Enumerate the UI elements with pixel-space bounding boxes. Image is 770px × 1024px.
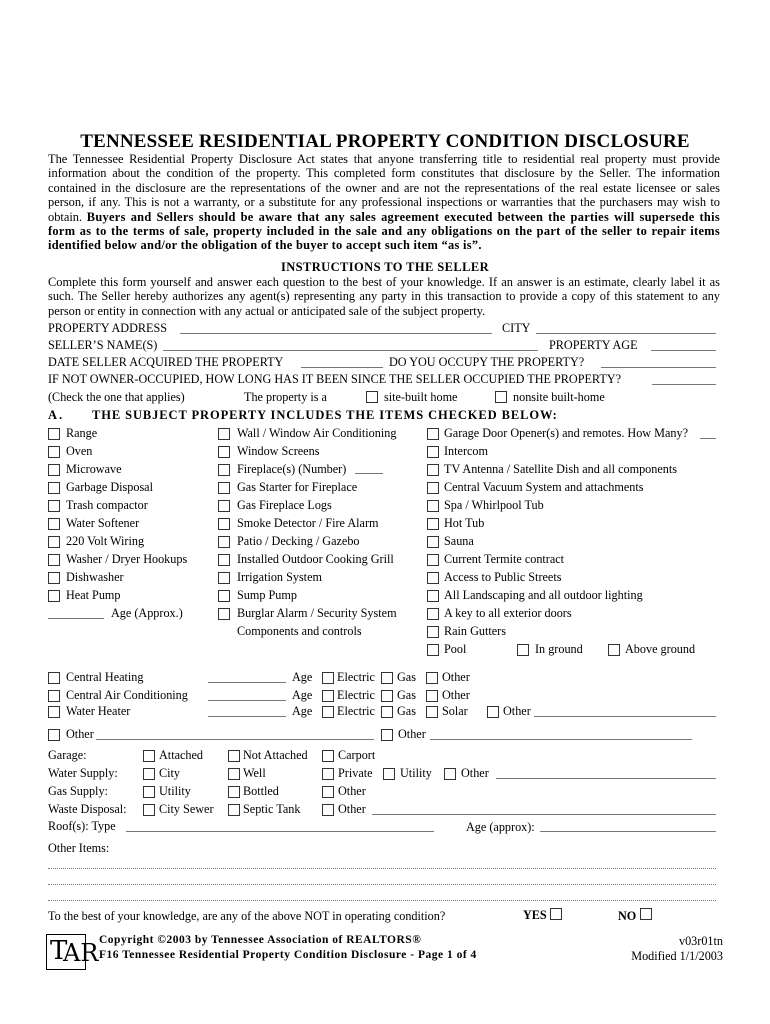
smoke-detector-checkbox[interactable] (218, 518, 230, 530)
burglar-alarm-checkbox[interactable] (218, 608, 230, 620)
date-acquired-field[interactable] (301, 367, 383, 368)
irrigation-checkbox[interactable] (218, 572, 230, 584)
garbage-disposal-label: Garbage Disposal (66, 480, 153, 494)
tv-antenna-checkbox[interactable] (427, 464, 439, 476)
form-title: TENNESSEE RESIDENTIAL PROPERTY CONDITION DISCLOSURE (80, 131, 690, 152)
water-other-checkbox[interactable] (444, 768, 456, 780)
other-items-label: Other Items: (48, 841, 110, 855)
central-ac-label: Central Air Conditioning (66, 688, 188, 702)
gas-utility-checkbox[interactable] (143, 786, 155, 798)
gas-other-label: Other (338, 784, 366, 798)
fireplace-label: Fireplace(s) (Number) (237, 462, 347, 476)
site-built-checkbox[interactable] (366, 391, 378, 403)
footer-modified: Modified 1/1/2003 (631, 949, 723, 963)
nonsite-built-checkbox[interactable] (495, 391, 507, 403)
other-1-label: Other (66, 727, 94, 741)
ac-gas-checkbox[interactable] (381, 690, 393, 702)
water-utility-checkbox[interactable] (383, 768, 395, 780)
hot-tub-label: Hot Tub (444, 516, 485, 530)
garage-not-attached-checkbox[interactable] (228, 750, 240, 762)
other-1-field[interactable] (96, 739, 374, 740)
roof-type-field[interactable] (126, 831, 434, 832)
no-label: NO (618, 909, 637, 923)
date-acquired-label: DATE SELLER ACQUIRED THE PROPERTY (48, 355, 284, 369)
garage-opener-count-field[interactable] (700, 438, 716, 439)
central-heating-age-label: Age (292, 670, 313, 684)
microwave-checkbox[interactable] (48, 464, 60, 476)
rain-gutters-label: Rain Gutters (444, 624, 506, 638)
heating-other-checkbox[interactable] (426, 672, 438, 684)
burglar-alarm-label: Burglar Alarm / Security System (237, 606, 397, 620)
instructions-paragraph: Complete this form yourself and answer each question to the best of your knowledge. If an answer is an estimate, clearly label it as such. The Seller hereby authorizes any agent(s) representing any party in this transaction to provide a copy of this statement to any person or entity in connection with any actual or anticipated sale of the subject property. (48, 275, 720, 318)
waste-septic-checkbox[interactable] (228, 804, 240, 816)
wh-other-field[interactable] (534, 716, 716, 717)
occupy-label: DO YOU OCCUPY THE PROPERTY? (389, 355, 585, 369)
wh-electric-label: Electric (337, 704, 375, 718)
smoke-detector-label: Smoke Detector / Fire Alarm (237, 516, 379, 530)
water-heater-age-label: Age (292, 704, 313, 718)
wh-other-checkbox[interactable] (487, 706, 499, 718)
other-2-checkbox[interactable] (381, 729, 393, 741)
property-address-field[interactable] (180, 333, 492, 334)
sauna-label: Sauna (444, 534, 474, 548)
sellers-names-label: SELLER’S NAME(S) (48, 338, 158, 352)
hot-tub-checkbox[interactable] (427, 518, 439, 530)
washer-dryer-label: Washer / Dryer Hookups (66, 552, 188, 566)
fireplace-number-field[interactable] (355, 473, 383, 474)
water-softener-checkbox[interactable] (48, 518, 60, 530)
window-screens-label: Window Screens (237, 444, 320, 458)
sellers-names-field[interactable] (163, 350, 538, 351)
intro-text: The Tennessee Residential Property Disclosure Act states that anyone transferring title to residential real property must provide information about the condition of the property. This completed form constitutes that disclosure by the Seller. The information contained in the disclosure are the representations of the owner and are not the representations of the real estate licensee or sales person, if any. This is not a warranty, or a substitute for any professional inspections or warranties that the purchasers may wish to obtain. (48, 152, 720, 224)
other-2-field[interactable] (430, 739, 692, 740)
fireplace-checkbox[interactable] (218, 464, 230, 476)
property-address-label: PROPERTY ADDRESS (48, 321, 168, 335)
garbage-disposal-checkbox[interactable] (48, 482, 60, 494)
yes-checkbox[interactable] (550, 908, 562, 920)
sump-pump-checkbox[interactable] (218, 590, 230, 602)
footer-copyright: Copyright ©2003 by Tennessee Association of REALTORS® (99, 934, 422, 946)
central-vacuum-checkbox[interactable] (427, 482, 439, 494)
waste-sewer-label: City Sewer (159, 802, 214, 816)
components-label: Components and controls (237, 624, 362, 638)
heat-pump-age-label: Age (Approx.) (111, 606, 183, 620)
city-label: CITY (502, 321, 531, 335)
water-city-checkbox[interactable] (143, 768, 155, 780)
gas-supply-label: Gas Supply: (48, 784, 108, 798)
tar-logo (46, 934, 99, 970)
in-ground-checkbox[interactable] (517, 644, 529, 656)
spa-checkbox[interactable] (427, 500, 439, 512)
occupy-field[interactable] (601, 367, 716, 368)
section-a-letter: A. (48, 408, 65, 422)
wh-other-label: Other (503, 704, 531, 718)
ac-electric-label: Electric (337, 688, 375, 702)
garage-label: Garage: (48, 748, 87, 762)
site-built-label: site-built home (384, 390, 458, 404)
trash-compactor-label: Trash compactor (66, 498, 148, 512)
other-1-checkbox[interactable] (48, 729, 60, 741)
220-volt-label: 220 Volt Wiring (66, 534, 145, 548)
heat-pump-checkbox[interactable] (48, 590, 60, 602)
sauna-checkbox[interactable] (427, 536, 439, 548)
water-heater-checkbox[interactable] (48, 706, 60, 718)
yes-label: YES (523, 908, 547, 922)
pool-label: Pool (444, 642, 467, 656)
footer-form-id: F16 Tennessee Residential Property Condition Disclosure - Page 1 of 4 (99, 949, 477, 961)
wh-electric-checkbox[interactable] (322, 706, 334, 718)
washer-dryer-checkbox[interactable] (48, 554, 60, 566)
wh-gas-checkbox[interactable] (381, 706, 393, 718)
central-ac-age-field[interactable] (208, 700, 286, 701)
in-ground-label: In ground (535, 642, 583, 656)
wh-solar-label: Solar (442, 704, 468, 718)
heating-other-label: Other (442, 670, 470, 684)
water-private-checkbox[interactable] (322, 768, 334, 780)
termite-label: Current Termite contract (444, 552, 565, 566)
ac-other-label: Other (442, 688, 470, 702)
intercom-checkbox[interactable] (427, 446, 439, 458)
water-other-field[interactable] (496, 778, 716, 779)
water-supply-label: Water Supply: (48, 766, 118, 780)
landscaping-checkbox[interactable] (427, 590, 439, 602)
roof-type-label: Roof(s): Type (48, 819, 116, 833)
roof-age-field[interactable] (540, 831, 716, 832)
waste-other-label: Other (338, 802, 366, 816)
oven-checkbox[interactable] (48, 446, 60, 458)
check-one-label: (Check the one that applies) (48, 390, 185, 404)
operating-condition-question: To the best of your knowledge, are any of the above NOT in operating condition? (48, 909, 446, 923)
other-items-line-3[interactable] (48, 900, 716, 901)
heating-gas-checkbox[interactable] (381, 672, 393, 684)
other-2-label: Other (398, 727, 426, 741)
not-owner-occupied-label: IF NOT OWNER-OCCUPIED, HOW LONG HAS IT BEEN SINCE THE SELLER OCCUPIED THE PROPERTY? (48, 372, 621, 386)
above-ground-checkbox[interactable] (608, 644, 620, 656)
ac-electric-checkbox[interactable] (322, 690, 334, 702)
central-heating-checkbox[interactable] (48, 672, 60, 684)
gas-logs-label: Gas Fireplace Logs (237, 498, 332, 512)
grill-label: Installed Outdoor Cooking Grill (237, 552, 394, 566)
heating-electric-checkbox[interactable] (322, 672, 334, 684)
water-well-checkbox[interactable] (228, 768, 240, 780)
footer-version: v03r01tn (678, 934, 723, 948)
garage-not-attached-label: Not Attached (243, 748, 308, 762)
intro-paragraph (48, 152, 720, 253)
roof-age-label: Age (approx): (466, 820, 535, 834)
carport-label: Carport (338, 748, 376, 762)
irrigation-label: Irrigation System (237, 570, 322, 584)
range-checkbox[interactable] (48, 428, 60, 440)
instructions-heading: INSTRUCTIONS TO THE SELLER (280, 260, 490, 274)
wall-ac-label: Wall / Window Air Conditioning (237, 426, 397, 440)
termite-checkbox[interactable] (427, 554, 439, 566)
patio-label: Patio / Decking / Gazebo (237, 534, 360, 548)
gas-starter-checkbox[interactable] (218, 482, 230, 494)
above-ground-label: Above ground (625, 642, 696, 656)
logo-letter-t: T (50, 936, 68, 966)
water-other-label: Other (461, 766, 489, 780)
heating-electric-label: Electric (337, 670, 375, 684)
central-heating-label: Central Heating (66, 670, 144, 684)
ac-gas-label: Gas (397, 688, 416, 702)
exterior-key-label: A key to all exterior doors (444, 606, 572, 620)
gas-bottled-label: Bottled (243, 784, 279, 798)
wh-gas-label: Gas (397, 704, 416, 718)
wh-solar-checkbox[interactable] (426, 706, 438, 718)
exterior-key-checkbox[interactable] (427, 608, 439, 620)
city-field[interactable] (536, 333, 716, 334)
waste-sewer-checkbox[interactable] (143, 804, 155, 816)
rain-gutters-checkbox[interactable] (427, 626, 439, 638)
public-streets-label: Access to Public Streets (444, 570, 562, 584)
water-heater-label: Water Heater (66, 704, 131, 718)
garage-attached-label: Attached (159, 748, 203, 762)
water-softener-label: Water Softener (66, 516, 140, 530)
waste-other-field[interactable] (372, 814, 716, 815)
range-label: Range (66, 426, 98, 440)
nonsite-built-label: nonsite built-home (513, 390, 605, 404)
water-well-label: Well (243, 766, 266, 780)
landscaping-label: All Landscaping and all outdoor lighting (444, 588, 643, 602)
property-age-field[interactable] (651, 350, 716, 351)
carport-checkbox[interactable] (322, 750, 334, 762)
water-private-label: Private (338, 766, 373, 780)
garage-attached-checkbox[interactable] (143, 750, 155, 762)
wall-ac-checkbox[interactable] (218, 428, 230, 440)
microwave-label: Microwave (66, 462, 122, 476)
window-screens-checkbox[interactable] (218, 446, 230, 458)
220-volt-checkbox[interactable] (48, 536, 60, 548)
sump-pump-label: Sump Pump (237, 588, 297, 602)
ac-other-checkbox[interactable] (426, 690, 438, 702)
waste-disposal-label: Waste Disposal: (48, 802, 127, 816)
heat-pump-label: Heat Pump (66, 588, 121, 602)
oven-label: Oven (66, 444, 93, 458)
not-owner-occupied-field[interactable] (652, 384, 716, 385)
waste-septic-label: Septic Tank (243, 802, 301, 816)
central-heating-age-field[interactable] (208, 682, 286, 683)
central-ac-checkbox[interactable] (48, 690, 60, 702)
other-items-line-2[interactable] (48, 884, 716, 885)
gas-starter-label: Gas Starter for Fireplace (237, 480, 358, 494)
pool-checkbox[interactable] (427, 644, 439, 656)
grill-checkbox[interactable] (218, 554, 230, 566)
patio-checkbox[interactable] (218, 536, 230, 548)
spa-label: Spa / Whirlpool Tub (444, 498, 544, 512)
heating-gas-label: Gas (397, 670, 416, 684)
central-ac-age-label: Age (292, 688, 313, 702)
section-a-heading: THE SUBJECT PROPERTY INCLUDES THE ITEMS CHECKED BELOW: (92, 408, 558, 422)
gas-utility-label: Utility (159, 784, 191, 798)
garage-opener-label: Garage Door Opener(s) and remotes. How Many? (444, 426, 688, 440)
other-items-line-1[interactable] (48, 868, 716, 869)
intercom-label: Intercom (444, 444, 488, 458)
central-vacuum-label: Central Vacuum System and attachments (444, 480, 644, 494)
tv-antenna-label: TV Antenna / Satellite Dish and all components (444, 462, 677, 476)
intro-bold-text: Buyers and Sellers should be aware that any sales agreement executed between the parties will supersede this form as to the terms of sale, property included in the sale and any obligations on the part of the seller to repair items identified below and/or the obligation of the buyer to accept such item “as is”. (48, 209, 720, 253)
gas-other-checkbox[interactable] (322, 786, 334, 798)
water-utility-label: Utility (400, 766, 432, 780)
gas-bottled-checkbox[interactable] (228, 786, 240, 798)
trash-compactor-checkbox[interactable] (48, 500, 60, 512)
no-checkbox[interactable] (640, 908, 652, 920)
dishwasher-label: Dishwasher (66, 570, 124, 584)
public-streets-checkbox[interactable] (427, 572, 439, 584)
gas-logs-checkbox[interactable] (218, 500, 230, 512)
logo-letters-ar: AR (63, 939, 99, 967)
heat-pump-age-field[interactable] (48, 618, 104, 619)
garage-opener-checkbox[interactable] (427, 428, 439, 440)
water-city-label: City (159, 766, 180, 780)
property-age-label: PROPERTY AGE (549, 338, 638, 352)
property-is-a-label: The property is a (244, 390, 327, 404)
water-heater-age-field[interactable] (208, 716, 286, 717)
waste-other-checkbox[interactable] (322, 804, 334, 816)
dishwasher-checkbox[interactable] (48, 572, 60, 584)
